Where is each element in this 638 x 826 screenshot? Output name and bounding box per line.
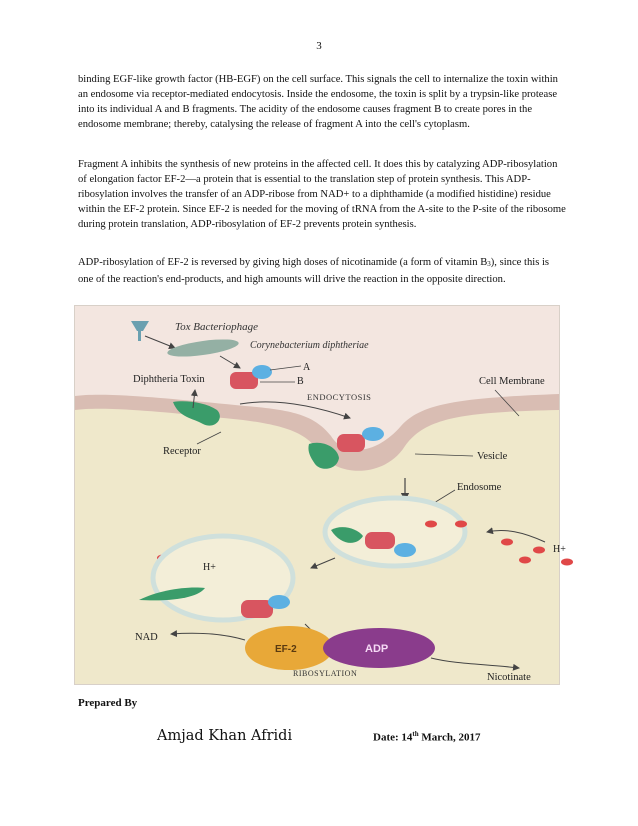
label-endocytosis: ENDOCYTOSIS	[307, 392, 372, 402]
paragraph-3	[78, 255, 566, 287]
label-b: B	[297, 376, 304, 387]
paragraph-3-part-1: ADP-ribosylation of EF-2 is reversed by giving high doses of nicotinamide (a form of vitamin B	[78, 257, 488, 268]
label-phage: Tox Bacteriophage	[175, 321, 258, 333]
label-nicotinate: Nicotinate	[487, 672, 531, 683]
label-endosome: Endosome	[457, 482, 502, 493]
figure-illustration	[75, 306, 566, 684]
date-prefix: Date: 14	[373, 731, 413, 744]
endosome-toxin-b	[394, 543, 416, 557]
diphtheria-toxin-mechanism-figure	[74, 305, 566, 685]
paragraph-3-part-2: ), since this is one of the reaction's end-products, and high amounts will drive the reaction in the opposite direction.	[78, 257, 550, 285]
label-cell-membrane: Cell Membrane	[479, 376, 545, 387]
paragraph-1: binding EGF-like growth factor (HB-EGF) on the cell surface. This signals the cell to internalize the toxin within an endosome via receptor-mediated endocytosis. Inside the endosome, the toxin is split by a trypsin-like protease into its individual A and B fragments. The acidity of the endosome causes fragment B to create pores in the endosome membrane; thereby, catalysing the release of fragment A into the cell's cytoplasm.	[78, 74, 558, 130]
lower-toxin-b	[268, 595, 290, 609]
label-toxin: Diphtheria Toxin	[133, 374, 205, 385]
label-h-plus-inner: H+	[203, 562, 216, 573]
label-vesicle: Vesicle	[477, 451, 508, 462]
label-nad: NAD	[135, 632, 158, 643]
label-receptor: Receptor	[163, 446, 201, 457]
vesicle-toxin-b	[362, 427, 384, 441]
label-ribosylation: RIBOSYLATION	[293, 669, 358, 678]
date-suffix: March, 2017	[418, 731, 481, 744]
label-bacterium: Corynebacterium diphtheriae	[250, 340, 369, 351]
label-adp: ADP	[365, 643, 389, 655]
vesicle-toxin-a	[337, 434, 365, 452]
paragraph-2: Fragment A inhibits the synthesis of new proteins in the affected cell. It does this by catalyzing ADP-ribosylation of elongation factor EF-2—a protein that is essential to the translation step of protein synthesis. This ADP-ribosylation involves the transfer of an ADP-ribose from NAD+ to a diphthamide (a modified histidine) residue within the EF-2 protein. Since EF-2 is needed for the moving of tRNA from the A-site to the P-site of the ribosome during protein translation, ADP-ribosylation of EF-2 prevents protein synthesis.	[78, 159, 566, 230]
label-h-plus-right: H+	[553, 544, 566, 555]
page-number: 3	[316, 40, 322, 52]
toxin-b-fragment	[252, 365, 272, 379]
label-ef2: EF-2	[275, 644, 297, 655]
label-a: A	[303, 362, 311, 373]
prepared-by-label: Prepared By	[78, 697, 138, 709]
endosome-toxin-a	[365, 532, 395, 549]
subscript-3: 3	[487, 260, 491, 268]
date-text	[373, 730, 480, 744]
author-name: Amjad Khan Afridi	[157, 728, 293, 744]
date-superscript: th	[412, 730, 419, 738]
